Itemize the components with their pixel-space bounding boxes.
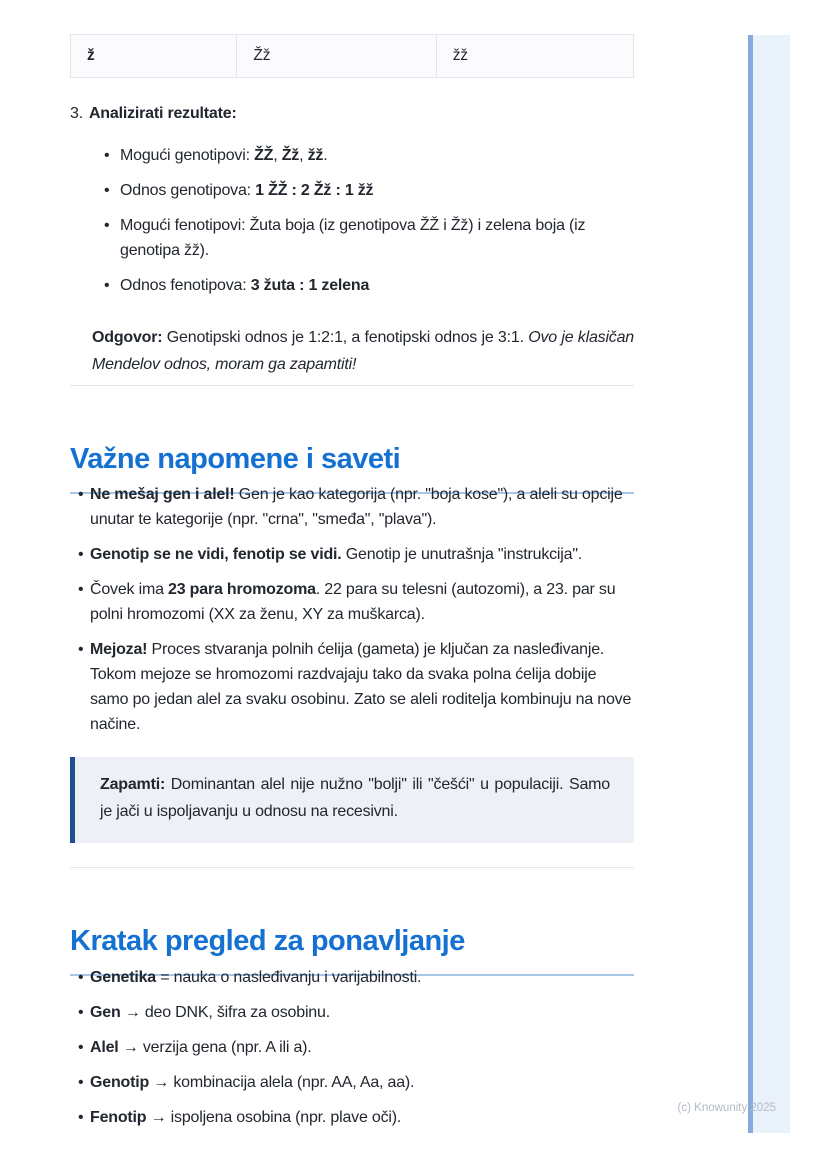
section-heading-notes: Važne napomene i saveti xyxy=(70,442,634,494)
divider xyxy=(70,867,634,868)
text-run: , xyxy=(273,147,282,164)
text-run: Odgovor: xyxy=(92,329,163,346)
text-run: , xyxy=(299,147,308,164)
text-run: Mogući fenotipovi: Žuta boja (iz genotipova ŽŽ i Žž) i zelena boja (iz genotipa žž). xyxy=(120,217,586,259)
list-item xyxy=(78,1105,634,1130)
list-item xyxy=(104,213,634,263)
list-item xyxy=(104,273,634,298)
text-run: . xyxy=(323,147,328,164)
answer-paragraph xyxy=(92,324,634,378)
text-run: Dominantan alel nije nužno "bolji" ili "češći" u populaciji. Samo je jači u ispoljavanju u odnosu na recesivni. xyxy=(100,776,610,820)
table-cell: žž xyxy=(452,47,468,64)
watermark: (c) Knowunity 2025 xyxy=(677,1102,776,1114)
text-run: Čovek ima xyxy=(90,581,169,598)
text-run: Žž xyxy=(281,147,300,164)
list-item xyxy=(78,542,634,567)
text-run: → verzija gena (npr. A ili a). xyxy=(118,1039,312,1056)
scrollbar-thumb[interactable] xyxy=(748,35,790,1133)
text-run: → kombinacija alela (npr. AA, Aa, aa). xyxy=(149,1074,415,1091)
list-item xyxy=(78,482,634,532)
text-run: Genetika xyxy=(90,969,156,986)
text-run: Fenotip xyxy=(90,1109,147,1126)
text-run: Proces stvaranja polnih ćelija (gameta) je ključan za nasleđivanje. Tokom mejoze se hromozomi razdvajaju tako da svaka polna ćelija dobije samo po jedan alel za svaku osobinu. Zato se aleli roditelja kombinuju na nove načine. xyxy=(90,641,632,733)
list-item xyxy=(78,1035,634,1060)
text-run: Zapamti: xyxy=(100,776,166,793)
section-heading-review: Kratak pregled za ponavljanje xyxy=(70,924,634,976)
text-run: Odnos genotipova: xyxy=(120,182,256,199)
text-run: Ne mešaj gen i alel! xyxy=(90,486,235,503)
list-item xyxy=(78,577,634,627)
text-run: Genotip se ne vidi, fenotip se vidi. xyxy=(90,546,342,563)
text-run: Gen xyxy=(90,1004,121,1021)
text-run: Gen je kao kategorija (npr. "boja kose"), a aleli su opcije unutar te kategorije (npr. "crna", "smeđa", "plava"). xyxy=(90,486,623,528)
divider xyxy=(70,385,634,386)
text-run: Mejoza! xyxy=(90,641,148,658)
step-title: Analizirati rezultate: xyxy=(88,105,237,122)
list-item xyxy=(78,1000,634,1025)
step-number: 3. xyxy=(70,105,83,122)
review-bullet-list xyxy=(78,965,634,1130)
text-run: Genotip je unutrašnja "instrukcija". xyxy=(341,546,583,563)
genotype-table-fragment xyxy=(70,34,634,78)
text-run: → deo DNK, šifra za osobinu. xyxy=(120,1004,330,1021)
list-item xyxy=(104,143,634,168)
text-run: 1 ŽŽ : 2 Žž : 1 žž xyxy=(255,182,374,199)
list-item xyxy=(104,178,634,203)
text-run: 3 žuta : 1 zelena xyxy=(250,277,370,294)
text-run: Genotipski odnos je 1:2:1, a fenotipski odnos je 3:1. xyxy=(162,329,529,346)
list-item xyxy=(78,637,634,737)
text-run: 23 para hromozoma xyxy=(168,581,316,598)
text-run: → ispoljena osobina (npr. plave oči). xyxy=(146,1109,402,1126)
list-item xyxy=(78,1070,634,1095)
text-run: žž xyxy=(307,147,324,164)
text-run: ŽŽ xyxy=(254,147,274,164)
list-item xyxy=(78,965,634,990)
analysis-bullet-list xyxy=(104,143,634,298)
table-cell: Žž xyxy=(237,35,436,77)
remember-callout xyxy=(70,757,634,843)
text-run: Mogući genotipovi: xyxy=(120,147,255,164)
text-run: = nauka o nasleđivanju i varijabilnosti. xyxy=(156,969,422,986)
step-item-3 xyxy=(70,101,634,126)
text-run: Alel xyxy=(90,1039,119,1056)
notes-bullet-list xyxy=(78,482,634,737)
table-cell: ž xyxy=(71,35,237,77)
text-run: Odnos fenotipova: xyxy=(120,277,251,294)
text-run: . 22 para su telesni (autozomi), a 23. par su polni hromozomi (XX za ženu, XY za muškarca). xyxy=(90,581,616,623)
text-run: Ovo je klasičan Mendelov odnos, moram ga zapamtiti! xyxy=(92,329,635,373)
text-run: Genotip xyxy=(90,1074,150,1091)
